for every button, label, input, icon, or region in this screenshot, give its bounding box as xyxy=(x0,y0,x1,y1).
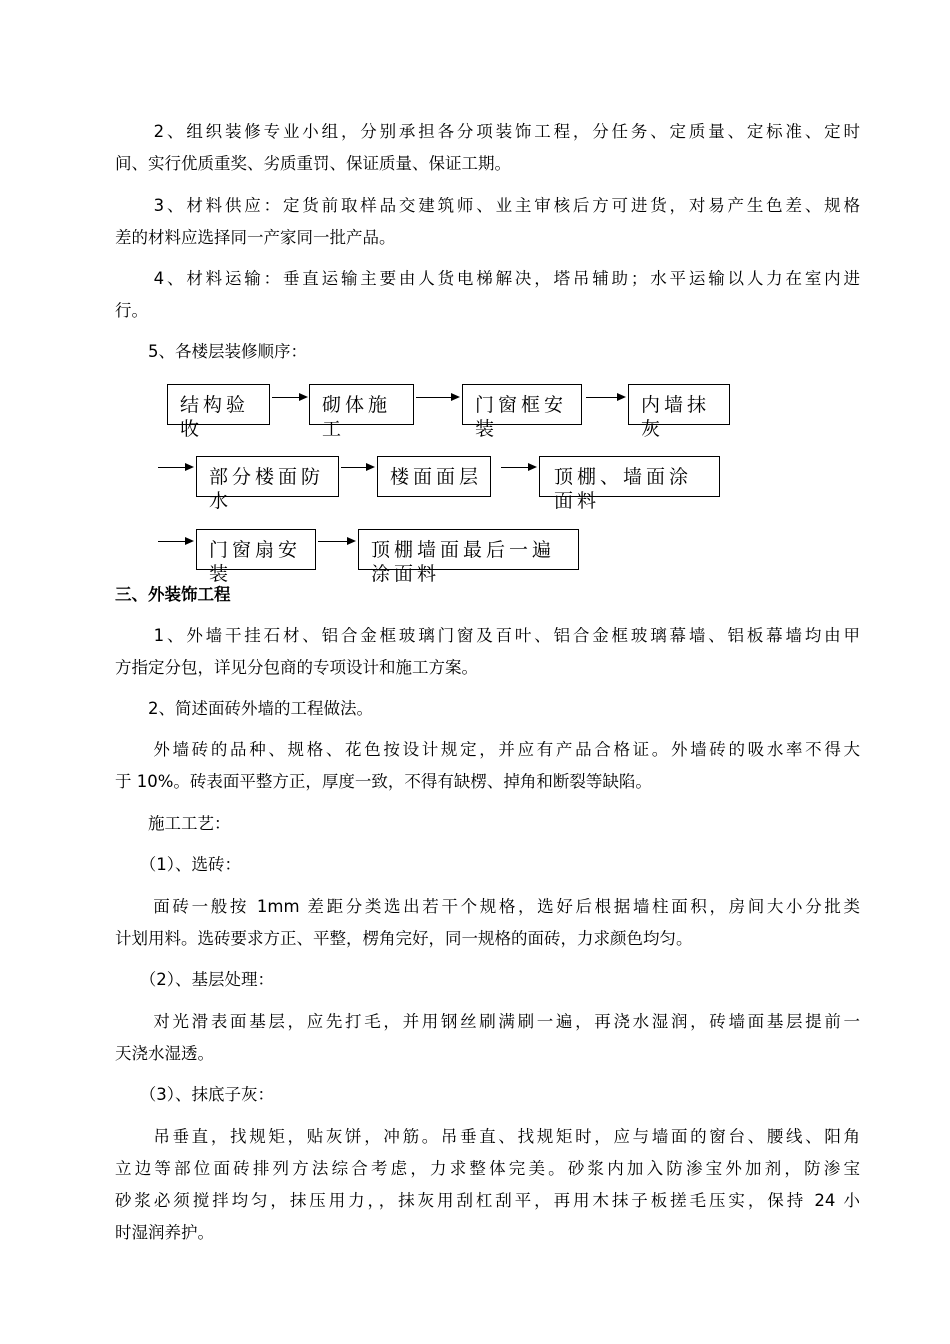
flow-box-frame-install xyxy=(462,384,582,440)
text-line: 砂浆必须搅拌均匀，抹压用力，，抹灰用刮杠刮平，再用木抹子板搓毛压实，保持 24 小 xyxy=(115,1191,860,1210)
arrow-icon xyxy=(272,397,306,398)
section-heading: 三、外装饰工程 xyxy=(115,585,231,604)
flow-box-label: 顶棚墙面最后一遍涂面料 xyxy=(371,539,556,585)
text-line: 方指定分包，详见分包商的专项设计和施工方案。 xyxy=(115,658,478,677)
text-line: （1）、选砖： xyxy=(115,855,241,874)
text-line: 差的材料应选择同一产家同一批产品。 xyxy=(115,228,396,247)
text-line: 天浇水湿透。 xyxy=(115,1044,214,1063)
text-line: 2、组织装修专业小组，分别承担各分项装饰工程，分任务、定质量、定标准、定时 xyxy=(115,122,860,141)
flow-box-structure-acceptance xyxy=(167,384,270,440)
text-line: 计划用料。选砖要求方正、平整，楞角完好，同一规格的面砖，力求颜色均匀。 xyxy=(115,929,693,948)
flow-box-sash-install xyxy=(196,529,316,585)
text-line: 行。 xyxy=(115,301,148,320)
flow-box-label: 部分楼面防水 xyxy=(209,466,325,512)
arrow-icon xyxy=(341,467,373,468)
flow-box-final-paint xyxy=(358,529,579,585)
text-line: 时湿润养护。 xyxy=(115,1223,214,1242)
arrow-icon xyxy=(158,467,192,468)
flow-box-label: 结构验收 xyxy=(180,394,250,440)
arrow-icon xyxy=(416,397,458,398)
text-line: 外墙砖的品种、规格、花色按设计规定，并应有产品合格证。外墙砖的吸水率不得大 xyxy=(115,740,860,759)
flow-box-label: 门窗扇安装 xyxy=(209,539,302,585)
text-line: 于 10%。砖表面平整方正，厚度一致，不得有缺楞、掉角和断裂等缺陷。 xyxy=(115,772,652,791)
arrow-icon xyxy=(158,541,192,542)
text-line: （3）、抹底子灰： xyxy=(115,1085,274,1104)
arrow-icon xyxy=(318,541,354,542)
text-line: 间、实行优质重奖、劣质重罚、保证质量、保证工期。 xyxy=(115,154,511,173)
flow-box-ceiling-wall-paint xyxy=(539,456,720,512)
text-line: 4、材料运输：垂直运输主要由人货电梯解决，塔吊辅助；水平运输以人力在室内进 xyxy=(115,269,860,288)
flow-box-interior-plaster xyxy=(628,384,730,440)
flow-box-label: 楼面面层 xyxy=(390,466,483,488)
arrow-icon xyxy=(586,397,624,398)
flow-box-label: 砌体施工 xyxy=(322,394,392,440)
text-line: 对光滑表面基层，应先打毛，并用钢丝刷满刷一遍，再浇水湿润，砖墙面基层提前一 xyxy=(115,1012,860,1031)
text-line: 施工工艺： xyxy=(115,814,231,833)
arrow-icon xyxy=(501,467,535,468)
text-line: 5、各楼层装修顺序： xyxy=(115,342,307,361)
text-line: 1、外墙干挂石材、铝合金框玻璃门窗及百叶、铝合金框玻璃幕墙、铝板幕墙均由甲 xyxy=(115,626,860,645)
flow-box-label: 门窗框安装 xyxy=(475,394,568,440)
flow-box-floor-waterproof xyxy=(196,456,339,512)
text-line: 面砖一般按 1mm 差距分类选出若干个规格，选好后根据墙柱面积，房间大小分批类 xyxy=(115,897,860,916)
flow-box-label: 顶棚、墙面涂面料 xyxy=(554,466,693,512)
flow-box-floor-surface xyxy=(377,456,491,497)
text-line: 立边等部位面砖排列方法综合考虑，力求整体完美。砂浆内加入防渗宝外加剂，防渗宝 xyxy=(115,1159,860,1178)
text-line: 2、简述面砖外墙的工程做法。 xyxy=(115,699,373,718)
text-line: 吊垂直，找规矩，贴灰饼，冲筋。吊垂直、找规矩时，应与墙面的窗台、腰线、阳角 xyxy=(115,1127,860,1146)
text-line: 3、材料供应：定货前取样品交建筑师、业主审核后方可进货，对易产生色差、规格 xyxy=(115,196,860,215)
flow-box-label: 内墙抹灰 xyxy=(641,394,711,440)
flow-box-masonry xyxy=(309,384,414,440)
text-line: （2）、基层处理： xyxy=(115,970,274,989)
